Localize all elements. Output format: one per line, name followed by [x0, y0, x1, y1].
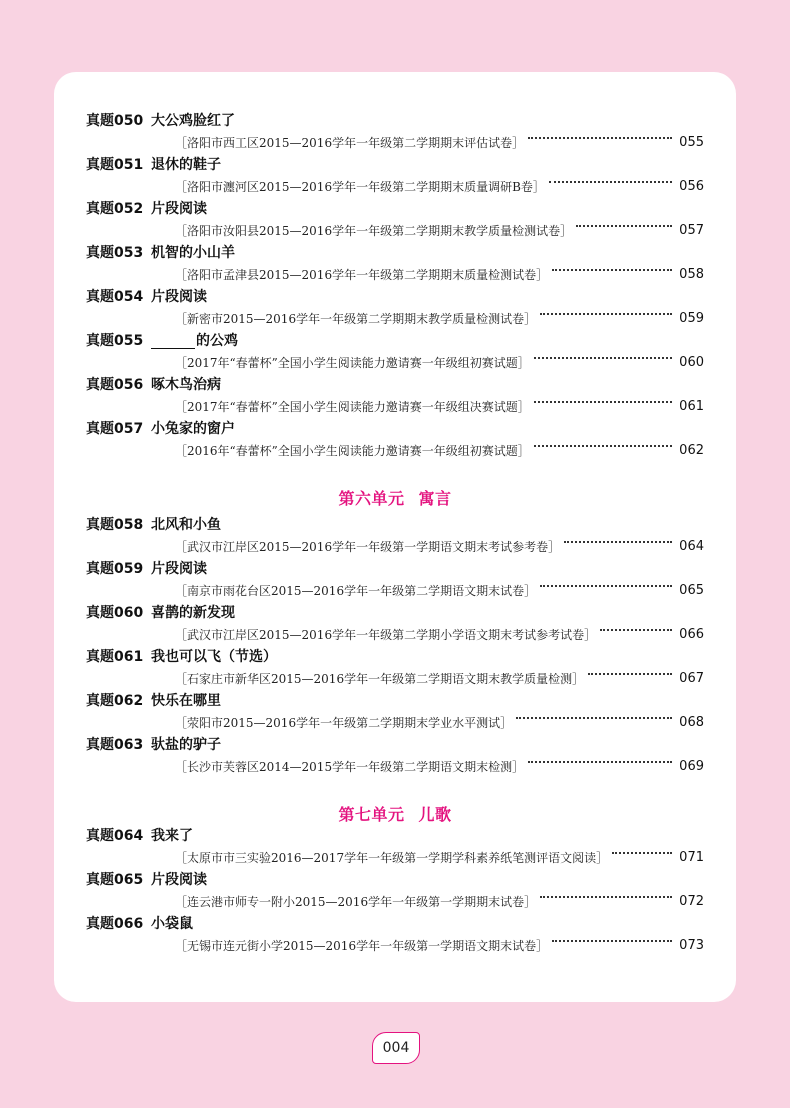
toc-entry[interactable] — [54, 645, 736, 689]
unit-number: 第七单元 — [338, 805, 405, 824]
leader-dots — [528, 761, 672, 763]
entry-source: ［石家庄市新华区2015—2016学年一年级第二学期语文期末教学质量检测］ — [175, 671, 585, 686]
leader-dots — [540, 896, 672, 898]
leader-dots — [552, 269, 672, 271]
toc-entry[interactable] — [54, 241, 736, 285]
unit-6-heading — [54, 486, 736, 509]
entry-page: 068 — [679, 714, 704, 730]
toc-entry[interactable] — [54, 824, 736, 868]
toc-group-unit-7 — [54, 824, 736, 956]
entry-page: 067 — [679, 670, 704, 686]
entry-title: 片段阅读 — [151, 289, 207, 305]
entry-label: 真题066 — [86, 916, 144, 932]
entry-source: ［南京市雨花台区2015—2016学年一年级第二学期语文期末试卷］ — [175, 583, 537, 598]
page-number: 004 — [382, 1040, 410, 1056]
entry-source: ［武汉市江岸区2015—2016学年一年级第一学期语文期末考试参考卷］ — [175, 539, 561, 554]
leader-dots — [576, 225, 672, 227]
entry-source: ［2017年“春蕾杯”全国小学生阅读能力邀请赛一年级组决赛试题］ — [175, 399, 530, 414]
leader-dots — [600, 629, 672, 631]
entry-page: 062 — [679, 442, 704, 458]
content-card — [54, 72, 736, 1002]
toc-entry[interactable] — [54, 868, 736, 912]
leader-dots — [534, 445, 672, 447]
entry-label: 真题061 — [86, 649, 144, 665]
entry-source: ［洛阳市瀍河区2015—2016学年一年级第二学期期末质量调研B卷］ — [175, 179, 545, 194]
entry-title-with-blank — [151, 330, 238, 350]
entry-title: 片段阅读 — [151, 201, 207, 217]
entry-title: 片段阅读 — [151, 561, 207, 577]
leader-dots — [549, 181, 672, 183]
toc-entry[interactable] — [54, 329, 736, 373]
unit-number: 第六单元 — [338, 489, 405, 508]
entry-page: 061 — [679, 398, 704, 414]
toc-group-unit-5 — [54, 109, 736, 461]
leader-dots — [612, 852, 672, 854]
entry-title: 快乐在哪里 — [151, 693, 221, 709]
entry-label: 真题063 — [86, 737, 144, 753]
entry-page: 072 — [679, 893, 704, 909]
unit-topic: 寓言 — [418, 489, 452, 508]
entry-label: 真题052 — [86, 201, 144, 217]
entry-page: 064 — [679, 538, 704, 554]
toc-entry[interactable] — [54, 601, 736, 645]
entry-title: 驮盐的驴子 — [151, 737, 221, 753]
toc-entry[interactable] — [54, 153, 736, 197]
entry-page: 066 — [679, 626, 704, 642]
page-number-badge — [372, 1032, 420, 1064]
entry-title: 喜鹊的新发现 — [151, 605, 235, 621]
entry-label: 真题057 — [86, 421, 144, 437]
entry-source: ［洛阳市孟津县2015—2016学年一年级第二学期期末质量检测试卷］ — [175, 267, 549, 282]
fill-in-blank — [151, 334, 195, 349]
leader-dots — [540, 313, 672, 315]
entry-source: ［洛阳市汝阳县2015—2016学年一年级第二学期期末教学质量检测试卷］ — [175, 223, 573, 238]
entry-page: 065 — [679, 582, 704, 598]
leader-dots — [534, 357, 672, 359]
leader-dots — [588, 673, 672, 675]
entry-title: 大公鸡脸红了 — [151, 113, 235, 129]
entry-page: 055 — [679, 134, 704, 150]
unit-7-heading — [54, 802, 736, 825]
toc-entry[interactable] — [54, 285, 736, 329]
entry-page: 060 — [679, 354, 704, 370]
toc-entry[interactable] — [54, 912, 736, 956]
entry-source: ［新密市2015—2016学年一年级第二学期期末教学质量检测试卷］ — [175, 311, 537, 326]
toc-entry[interactable] — [54, 513, 736, 557]
entry-page: 056 — [679, 178, 704, 194]
unit-topic: 儿歌 — [418, 805, 452, 824]
leader-dots — [540, 585, 672, 587]
entry-title: 片段阅读 — [151, 872, 207, 888]
entry-label: 真题051 — [86, 157, 144, 173]
entry-page: 058 — [679, 266, 704, 282]
entry-source: ［洛阳市西工区2015—2016学年一年级第二学期期末评估试卷］ — [175, 135, 525, 150]
entry-page: 057 — [679, 222, 704, 238]
entry-source: ［2017年“春蕾杯”全国小学生阅读能力邀请赛一年级组初赛试题］ — [175, 355, 530, 370]
entry-label: 真题058 — [86, 517, 144, 533]
toc-entry[interactable] — [54, 373, 736, 417]
entry-label: 真题056 — [86, 377, 144, 393]
entry-page: 059 — [679, 310, 704, 326]
toc-entry[interactable] — [54, 417, 736, 461]
entry-label: 真题062 — [86, 693, 144, 709]
leader-dots — [528, 137, 672, 139]
entry-title: 我来了 — [151, 828, 193, 844]
entry-source: ［武汉市江岸区2015—2016学年一年级第二学期小学语文期末考试参考试卷］ — [175, 627, 597, 642]
entry-source: ［连云港市师专一附小2015—2016学年一年级第一学期期末试卷］ — [175, 894, 537, 909]
leader-dots — [534, 401, 672, 403]
entry-label: 真题054 — [86, 289, 144, 305]
entry-title: 小兔家的窗户 — [151, 421, 235, 437]
entry-page: 069 — [679, 758, 704, 774]
entry-title: 退休的鞋子 — [151, 157, 221, 173]
entry-label: 真题059 — [86, 561, 144, 577]
entry-page: 073 — [679, 937, 704, 953]
entry-label: 真题053 — [86, 245, 144, 261]
entry-source: ［2016年“春蕾杯”全国小学生阅读能力邀请赛一年级组初赛试题］ — [175, 443, 530, 458]
entry-title: 北风和小鱼 — [151, 517, 221, 533]
entry-label: 真题064 — [86, 828, 144, 844]
entry-label: 真题065 — [86, 872, 144, 888]
toc-group-unit-6 — [54, 513, 736, 777]
entry-source: ［长沙市芙蓉区2014—2015学年一年级第二学期语文期末检测］ — [175, 759, 525, 774]
leader-dots — [516, 717, 672, 719]
toc-entry[interactable] — [54, 197, 736, 241]
leader-dots — [552, 940, 672, 942]
entry-title: 机智的小山羊 — [151, 245, 235, 261]
entry-source: ［荥阳市2015—2016学年一年级第二学期期末学业水平测试］ — [175, 715, 513, 730]
toc-entry[interactable] — [54, 557, 736, 601]
entry-title: 我也可以飞（节选） — [151, 649, 277, 665]
entry-source: ［太原市市三实验2016—2017学年一年级第一学期学科素养纸笔测评语文阅读］ — [175, 850, 609, 865]
toc-entry[interactable] — [54, 733, 736, 777]
leader-dots — [564, 541, 672, 543]
toc-entry[interactable] — [54, 689, 736, 733]
entry-label: 真题055 — [86, 333, 144, 349]
entry-source: ［无锡市连元街小学2015—2016学年一年级第一学期语文期末试卷］ — [175, 938, 549, 953]
toc-entry[interactable] — [54, 109, 736, 153]
entry-title: 的公鸡 — [196, 333, 238, 349]
entry-title: 啄木鸟治病 — [151, 377, 221, 393]
entry-page: 071 — [679, 849, 704, 865]
entry-label: 真题050 — [86, 113, 144, 129]
entry-title: 小袋鼠 — [151, 916, 193, 932]
entry-label: 真题060 — [86, 605, 144, 621]
